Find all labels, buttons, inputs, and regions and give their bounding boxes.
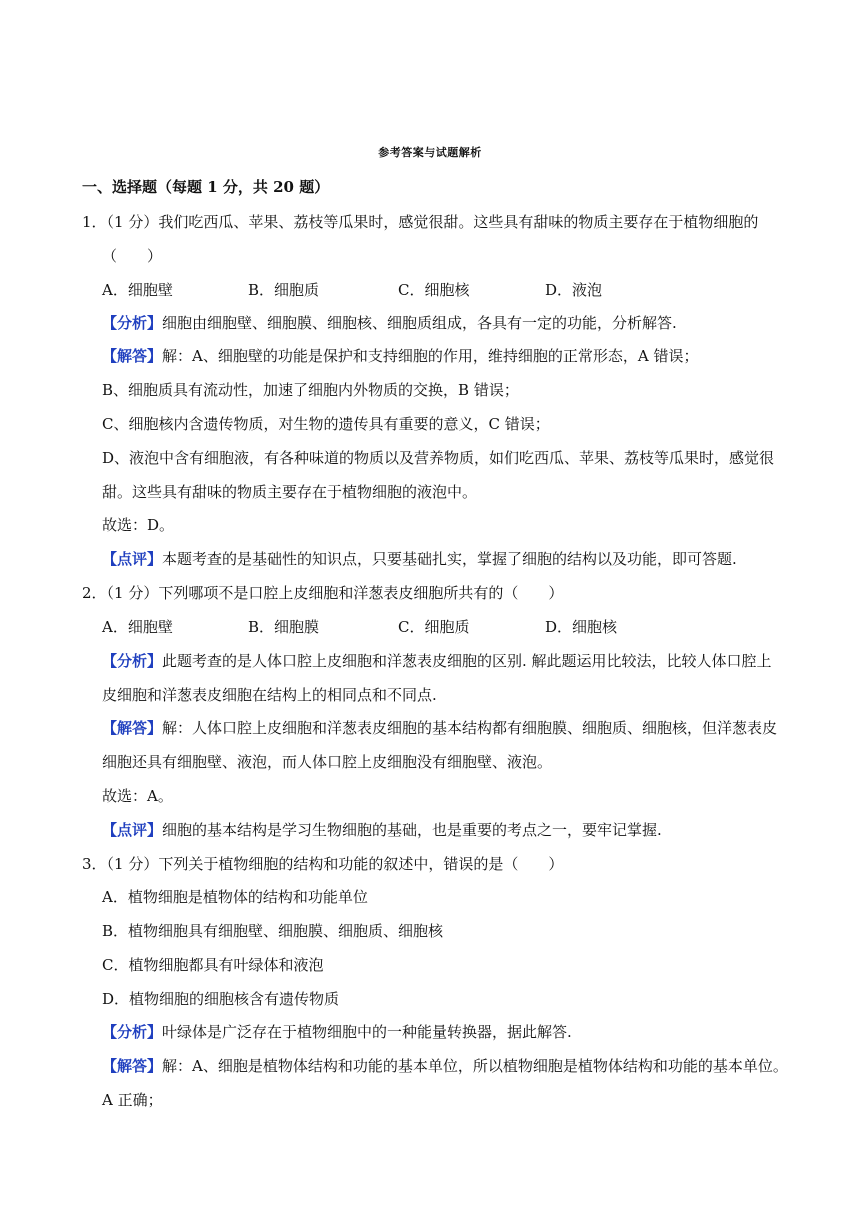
answer-tag: 【解答】 <box>102 1057 163 1075</box>
analysis-tag: 【分析】 <box>102 652 163 670</box>
q1-option-c: C．细胞核 <box>398 281 470 299</box>
answer-tag: 【解答】 <box>102 719 163 737</box>
q2-option-b: B．细胞膜 <box>248 618 320 636</box>
q3-analysis <box>102 1022 572 1042</box>
answer-tag: 【解答】 <box>102 347 163 365</box>
q3-answer-line1 <box>102 1056 788 1076</box>
q3-answer-text-1: 解：A、细胞是植物体结构和功能的基本单位，所以植物细胞是植物体结构和功能的基本单位。 <box>162 1057 788 1075</box>
q2-stem-line1: 2．（1 分）下列哪项不是口腔上皮细胞和洋葱表皮细胞所共有的（ ） <box>82 584 564 602</box>
q1-option-a: A．细胞壁 <box>102 281 173 299</box>
q2-option-c: C．细胞质 <box>398 618 470 636</box>
q3-analysis-text: 叶绿体是广泛存在于植物细胞中的一种能量转换器，据此解答. <box>162 1023 572 1041</box>
page-title: 参考答案与试题解析 <box>378 146 482 159</box>
q1-answer-line1 <box>102 346 698 366</box>
q1-option-b: B．细胞质 <box>248 281 320 299</box>
q1-answer-line2: B、细胞质具有流动性，加速了细胞内外物质的交换，B 错误； <box>102 381 519 399</box>
q1-answer-text-1: 解：A、细胞壁的功能是保护和支持细胞的作用，维持细胞的正常形态，A 错误； <box>162 347 699 365</box>
q1-analysis-text: 细胞由细胞壁、细胞膜、细胞核、细胞质组成，各具有一定的功能，分析解答. <box>162 314 677 332</box>
q2-analysis-text-1: 此题考查的是人体口腔上皮细胞和洋葱表皮细胞的区别. 解此题运用比较法，比较人体口腔上 <box>162 652 772 670</box>
q1-answer-line5: 甜。这些具有甜味的物质主要存在于植物细胞的液泡中。 <box>102 483 478 501</box>
q1-answer-line4: D、液泡中含有细胞液，有各种味道的物质以及营养物质，如们吃西瓜、苹果、荔枝等瓜果时，感觉很 <box>102 449 775 467</box>
q1-stem-line2: （ ） <box>102 247 163 265</box>
q3-stem-line1: 3．（1 分）下列关于植物细胞的结构和功能的叙述中，错误的是（ ） <box>82 855 564 873</box>
q1-option-d: D．液泡 <box>545 281 603 299</box>
analysis-tag: 【分析】 <box>102 314 163 332</box>
section-heading: 一、选择题（每题 1 分，共 20 题） <box>82 178 330 196</box>
comment-tag: 【点评】 <box>102 821 163 839</box>
q2-choice: 故选：A。 <box>102 787 173 805</box>
q2-answer-line1 <box>102 718 777 738</box>
q1-choice: 故选：D。 <box>102 516 175 534</box>
q2-option-d: D．细胞核 <box>545 618 618 636</box>
q1-comment <box>102 549 737 569</box>
q2-analysis-line2: 皮细胞和洋葱表皮细胞在结构上的相同点和不同点. <box>102 686 437 704</box>
q2-comment <box>102 820 662 840</box>
q3-option-a: A．植物细胞是植物体的结构和功能单位 <box>102 888 368 906</box>
q3-option-d: D．植物细胞的细胞核含有遗传物质 <box>102 990 340 1008</box>
q3-answer-line2: A 正确； <box>102 1091 163 1109</box>
q2-analysis-line1 <box>102 651 772 671</box>
q2-option-a: A．细胞壁 <box>102 618 173 636</box>
analysis-tag: 【分析】 <box>102 1023 163 1041</box>
comment-tag: 【点评】 <box>102 550 163 568</box>
q2-comment-text: 细胞的基本结构是学习生物细胞的基础，也是重要的考点之一，要牢记掌握. <box>162 821 662 839</box>
q1-stem-line1: 1．（1 分）我们吃西瓜、苹果、荔枝等瓜果时，感觉很甜。这些具有甜味的物质主要存在于植物细胞的 <box>82 213 759 231</box>
q3-option-b: B．植物细胞具有细胞壁、细胞膜、细胞质、细胞核 <box>102 922 444 940</box>
q3-option-c: C．植物细胞都具有叶绿体和液泡 <box>102 956 324 974</box>
q1-analysis <box>102 313 677 333</box>
q1-comment-text: 本题考查的是基础性的知识点，只要基础扎实，掌握了细胞的结构以及功能，即可答题. <box>162 550 737 568</box>
q1-answer-line3: C、细胞核内含遗传物质，对生物的遗传具有重要的意义，C 错误； <box>102 415 550 433</box>
q2-answer-line2: 细胞还具有细胞壁、液泡，而人体口腔上皮细胞没有细胞壁、液泡。 <box>102 753 553 771</box>
q2-answer-text-1: 解：人体口腔上皮细胞和洋葱表皮细胞的基本结构都有细胞膜、细胞质、细胞核，但洋葱表皮 <box>162 719 778 737</box>
